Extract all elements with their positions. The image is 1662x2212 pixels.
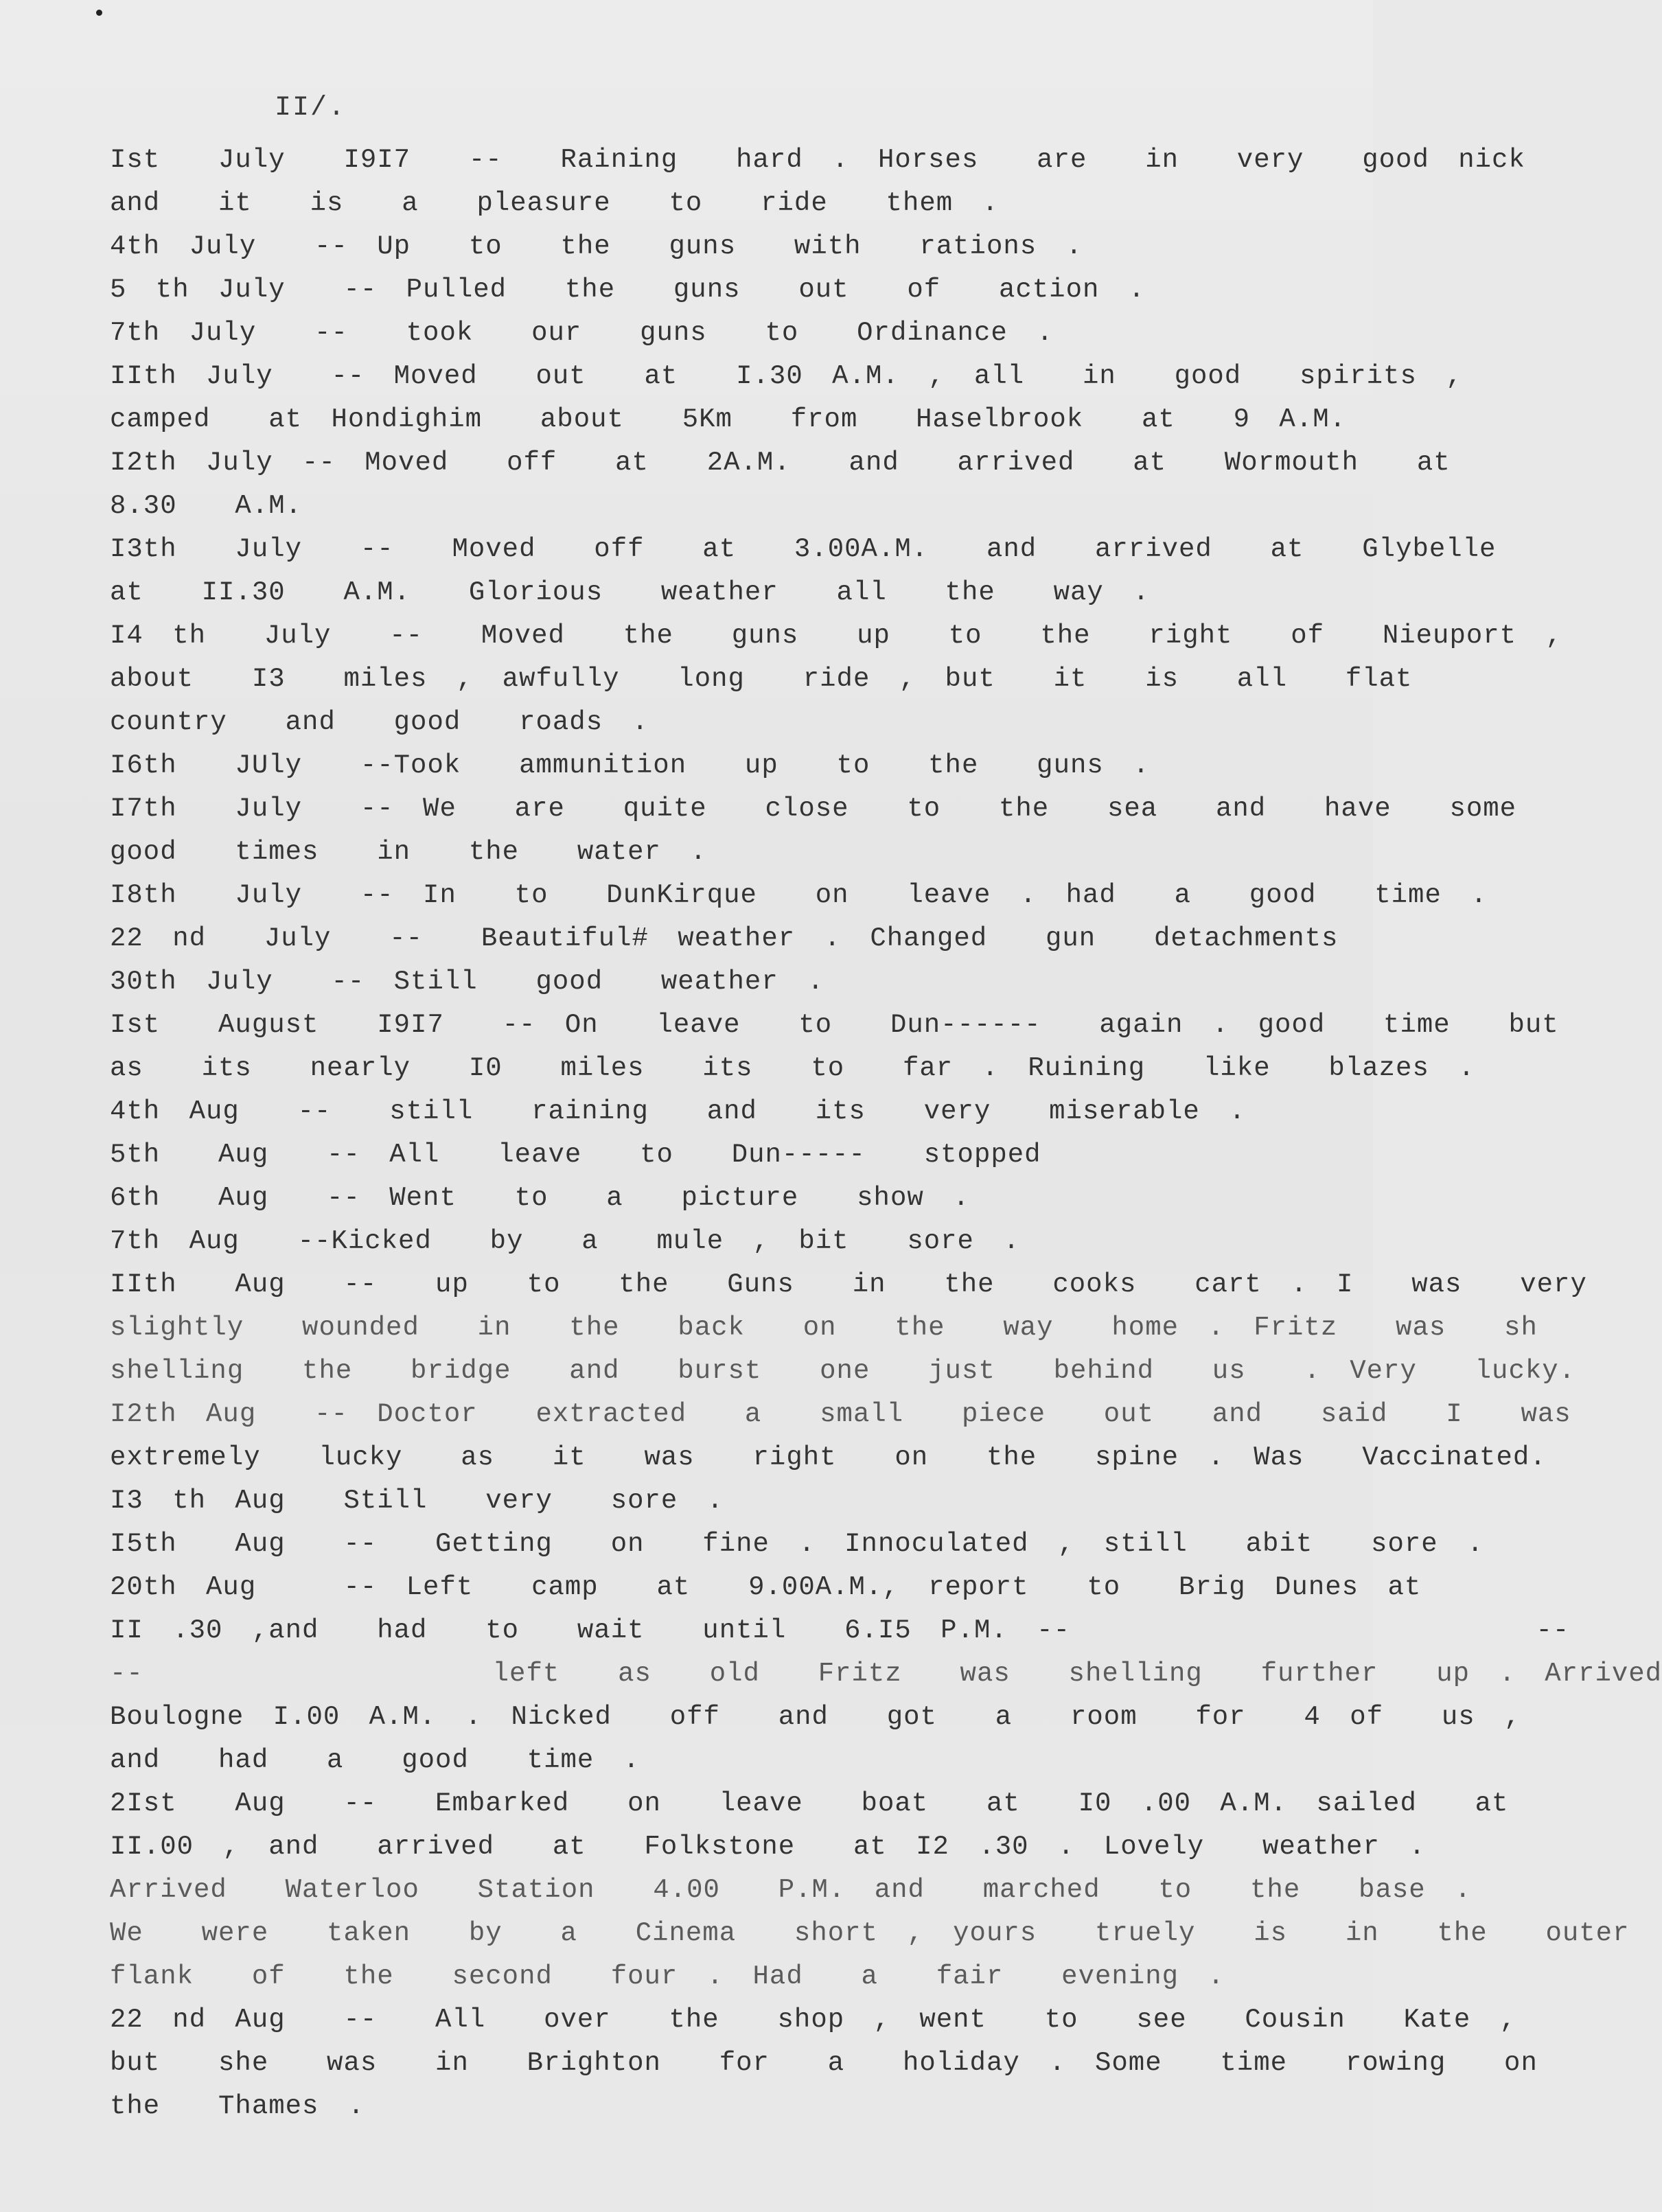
diary-line: 5 th July -- Pulled the guns out of action .: [110, 275, 1146, 305]
diary-line: -- left as old Fritz was shelling further up . Arrived: [110, 1659, 1662, 1689]
diary-line: Boulogne I.00 A.M. . Nicked off and got a room for 4 of us ,: [110, 1702, 1521, 1732]
diary-line: 30th July -- Still good weather .: [110, 967, 824, 997]
diary-line: 2Ist Aug -- Embarked on leave boat at I0 .00 A.M. sailed at: [110, 1788, 1509, 1819]
diary-line: the Thames .: [110, 2091, 365, 2121]
diary-line: country and good roads .: [110, 707, 649, 737]
diary-line: I8th July -- In to DunKirque on leave . had a good time .: [110, 880, 1488, 910]
diary-line: as its nearly I0 miles its to far . Ruining like blazes .: [110, 1053, 1475, 1083]
diary-line: 5th Aug -- All leave to Dun----- stopped: [110, 1140, 1041, 1170]
diary-line: and it is a pleasure to ride them .: [110, 188, 999, 218]
diary-line: IIth July -- Moved out at I.30 A.M. , all in good spirits ,: [110, 361, 1463, 391]
diary-line: about I3 miles , awfully long ride , but it is all flat: [110, 664, 1413, 694]
diary-line: 20th Aug -- Left camp at 9.00A.M., report to Brig Dunes at: [110, 1572, 1422, 1602]
diary-line: Ist August I9I7 -- On leave to Dun------ again . good time but: [110, 1010, 1559, 1040]
diary-text: [110, 139, 1662, 2128]
diary-line: flank of the second four . Had a fair evening .: [110, 1961, 1225, 1992]
diary-line: 4th July -- Up to the guns with rations .: [110, 231, 1083, 262]
diary-line: and had a good time .: [110, 1745, 640, 1775]
diary-line: at II.30 A.M. Glorious weather all the way .: [110, 577, 1150, 608]
diary-line: but she was in Brighton for a holiday . Some time rowing on: [110, 2048, 1538, 2078]
diary-line: Ist July I9I7 -- Raining hard . Horses are in very good nick: [110, 145, 1525, 175]
diary-line: 8.30 A.M.: [110, 491, 303, 521]
diary-line: We were taken by a Cinema short , yours truely is in the outer: [110, 1918, 1630, 1948]
diary-line: I3th July -- Moved off at 3.00A.M. and arrived at Glybelle: [110, 534, 1497, 564]
diary-line: II .30 ,and had to wait until 6.I5 P.M. -- --: [110, 1615, 1570, 1646]
diary-line: IIth Aug -- up to the Guns in the cooks cart . I was very: [110, 1269, 1587, 1300]
diary-line: I3 th Aug Still very sore .: [110, 1486, 724, 1516]
diary-line: II.00 , and arrived at Folkstone at I2 .30 . Lovely weather .: [110, 1832, 1426, 1862]
diary-line: I5th Aug -- Getting on fine . Innoculated , still abit sore .: [110, 1529, 1484, 1559]
diary-line: I2th July -- Moved off at 2A.M. and arrived at Wormouth at: [110, 448, 1451, 478]
diary-line: camped at Hondighim about 5Km from Haselbrook at 9 A.M.: [110, 404, 1347, 435]
diary-line: 7th Aug --Kicked by a mule , bit sore .: [110, 1226, 1020, 1256]
diary-line: I4 th July -- Moved the guns up to the right of Nieuport ,: [110, 621, 1562, 651]
ink-speck: [96, 10, 102, 16]
diary-line: extremely lucky as it was right on the spine . Was Vaccinated.: [110, 1442, 1547, 1473]
diary-line: shelling the bridge and burst one just behind us . Very lucky.: [110, 1356, 1576, 1386]
diary-line: 4th Aug -- still raining and its very miserable .: [110, 1096, 1246, 1127]
diary-line: 7th July -- took our guns to Ordinance .: [110, 318, 1054, 348]
diary-line: good times in the water .: [110, 837, 707, 867]
diary-line: 22 nd July -- Beautiful# weather . Changed gun detachments: [110, 923, 1339, 954]
diary-line: I7th July -- We are quite close to the sea and have some: [110, 794, 1517, 824]
diary-line: I6th JUly --Took ammunition up to the guns .: [110, 750, 1150, 781]
diary-line: 22 nd Aug -- All over the shop , went to see Cousin Kate ,: [110, 2005, 1517, 2035]
diary-line: Arrived Waterloo Station 4.00 P.M. and marched to the base .: [110, 1875, 1472, 1905]
diary-line: I2th Aug -- Doctor extracted a small piece out and said I was: [110, 1399, 1571, 1429]
page-number: II/.: [275, 93, 347, 124]
diary-line: 6th Aug -- Went to a picture show .: [110, 1183, 970, 1213]
diary-line: slightly wounded in the back on the way home . Fritz was sh: [110, 1313, 1538, 1343]
